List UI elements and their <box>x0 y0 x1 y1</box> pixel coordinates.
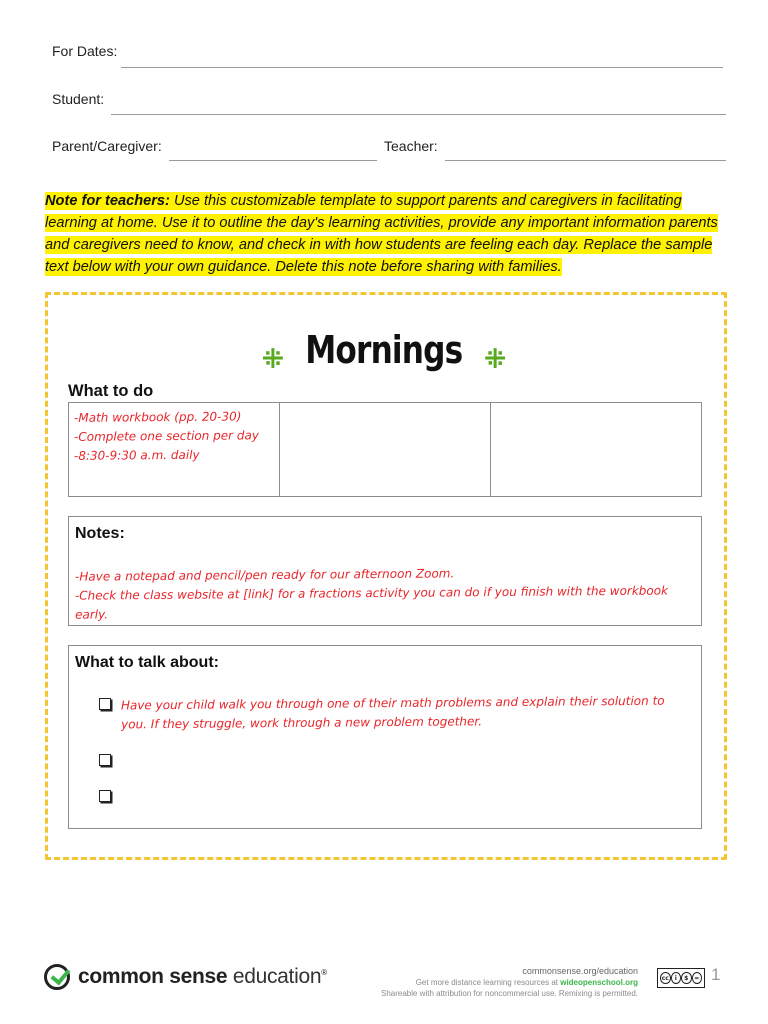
footer-resources-link[interactable]: wideopenschool.org <box>560 978 638 987</box>
brand-logo <box>44 964 327 990</box>
brand-name-bold: common sense <box>78 965 228 988</box>
creative-commons-icon: cc i $ = <box>657 968 705 988</box>
footer-info <box>381 966 638 999</box>
talk-item-text: Have your child walk you through one of their math problems and explain their solution to you. If they struggle, work through a new problem together. <box>120 693 665 732</box>
sparkle-right-icon: ⁜ <box>484 343 507 374</box>
student-label: Student: <box>52 91 105 107</box>
teacher-note-lead: Note for teachers: <box>45 193 170 209</box>
talk-box <box>68 645 702 829</box>
footer-site[interactable]: commonsense.org/education <box>522 966 638 976</box>
parent-caregiver-field[interactable] <box>169 160 377 161</box>
checkbox-icon[interactable] <box>99 790 111 802</box>
section-title <box>0 328 768 374</box>
checkmark-logo-icon <box>44 964 70 990</box>
student-field[interactable] <box>111 114 726 115</box>
notes-line: -Check the class website at [link] for a fractions activity you can do if you finish with the workbook early. <box>74 583 669 622</box>
footer-resources-line <box>381 977 638 988</box>
talk-item <box>99 750 679 766</box>
todo-line: -8:30-9:30 a.m. daily <box>73 447 200 463</box>
parent-caregiver-label: Parent/Caregiver: <box>52 138 162 154</box>
notes-box <box>68 516 702 626</box>
section-title-text: Mornings <box>305 328 463 372</box>
brand-name-light: education <box>232 965 322 988</box>
footer-license-line: Shareable with attribution for noncommercial use. Remixing is permitted. <box>380 989 638 998</box>
talk-item <box>99 694 679 732</box>
teacher-note <box>45 190 725 278</box>
page-number: 1 <box>711 965 721 984</box>
todo-cell-3[interactable] <box>491 403 701 496</box>
sparkle-left-icon: ⁜ <box>261 343 284 374</box>
notes-heading: Notes: <box>75 525 125 542</box>
for-dates-label: For Dates: <box>52 43 118 59</box>
teacher-note-text: Use this customizable template to support parents and caregivers in facilitating learning at home. Use it to outline the day's learning activities, provide any important information parents and caregivers need to know, and check in with how students are feeling each day. Replace the sample text below with your own guidance. Delete this note before sharing with families. <box>45 193 718 275</box>
for-dates-field[interactable] <box>121 67 723 68</box>
todo-line: -Math workbook (pp. 20-30) <box>73 409 242 425</box>
checkbox-icon[interactable] <box>99 698 111 710</box>
teacher-label: Teacher: <box>384 138 438 154</box>
what-to-do-table <box>68 402 702 497</box>
todo-cell-2[interactable] <box>280 403 491 496</box>
teacher-field[interactable] <box>445 160 726 161</box>
todo-cell-1[interactable] <box>69 403 280 496</box>
notes-body[interactable] <box>75 565 690 622</box>
checkbox-icon[interactable] <box>99 754 111 766</box>
talk-heading: What to talk about: <box>75 654 219 671</box>
notes-line: -Have a notepad and pencil/pen ready for our afternoon Zoom. <box>74 566 455 584</box>
todo-line: -Complete one section per day <box>73 428 260 444</box>
footer-resources-prefix: Get more distance learning resources at <box>415 978 561 987</box>
brand-name: common sense education® <box>78 965 327 988</box>
talk-item <box>99 786 679 802</box>
what-to-do-heading: What to do <box>68 382 154 400</box>
